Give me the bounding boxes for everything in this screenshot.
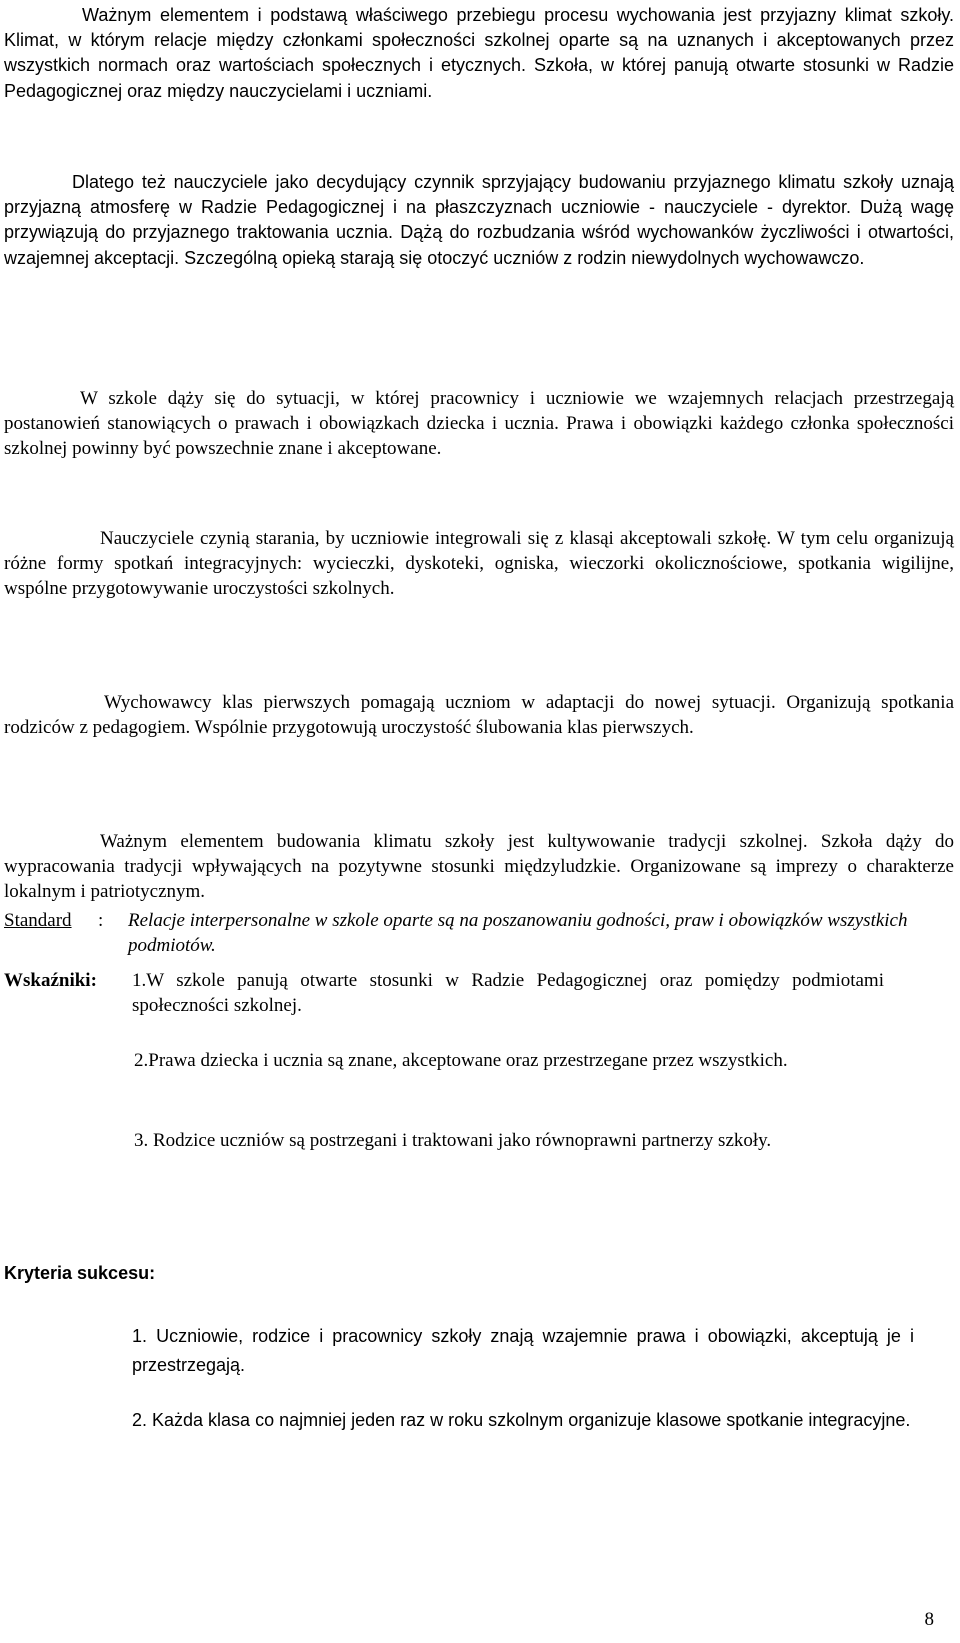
page-number: 8 [924,1609,934,1630]
paragraph-teachers-atmosphere: Dlatego też nauczyciele jako decydujący czynnik sprzyjający budowaniu przyjaznego klimatu szkoły uznają przyjazną atmosferę w Radzie Pedagogicznej i na płaszczyznach uczniowie - nauczyciele - dyrektor. Dużą wagę przywiązują do przyjaznego traktowania ucznia. Dążą do rozbudzania wśród wychowanków życzliwości i otwartości, wzajemnej akceptacji. Szczególną opieką starają się otoczyć uczniów z rodzin niewydolnych wychowawczo. [4,172,954,268]
paragraph-first-classes: Wychowawcy klas pierwszych pomagają uczniom w adaptacji do nowej sytuacji. Organizują spotkania rodziców z pedagogiem. Wspólnie przygotowują uroczystość ślubowania klas pierwszych. [4,692,954,739]
standard-section [4,908,954,968]
criteria-item-1: 1. Uczniowie, rodzice i pracownicy szkoły znają wzajemnie prawa i obowiązki, akceptują je i przestrzegają. [132,1326,914,1375]
standard-text: Relacje interpersonalne w szkole oparte są na poszanowaniu godności, praw i obowiązków wszystkich podmiotów. [128,910,908,957]
criteria-item-2: 2. Każda klasa co najmniej jeden raz w roku szkolnym organizuje klasowe spotkanie integracyjne. [132,1410,911,1430]
indicators-label: Wskaźniki: [4,970,97,991]
standard-label: Standard [4,910,72,931]
paragraph-tradition: Ważnym elementem budowania klimatu szkoły jest kultywowanie tradycji szkolnej. Szkoła dąży do wypracowania tradycji wpływających na pozytywne stosunki międzyludzkie. Organizowane są imprezy o charakterze lokalnym i patriotycznym. [4,831,954,903]
standard-colon: : [98,910,104,931]
indicator-item-1: 1.W szkole panują otwarte stosunki w Radzie Pedagogicznej oraz pomiędzy podmiotami społeczności szkolnej. [132,970,884,1017]
paragraph-integration: Nauczyciele czynią starania, by uczniowie integrowali się z klasąi akceptowali szkołę. W tym celu organizują różne formy spotkań integracyjnych: wycieczki, dyskoteki, ogniska, wieczorki okolicznościowe, spotkania wigilijne, wspólne przygotowywanie uroczystości szkolnych. [4,528,954,600]
indicator-item-2: 2.Prawa dziecka i ucznia są znane, akceptowane oraz przestrzegane przez wszystkich. [134,1050,788,1071]
indicator-item-3: 3. Rodzice uczniów są postrzegani i traktowani jako równoprawni partnerzy szkoły. [134,1130,772,1151]
paragraph-school-climate: Ważnym elementem i podstawą właściwego przebiegu procesu wychowania jest przyjazny klimat szkoły. Klimat, w którym relacje między członkami społeczności szkolnej oparte są na uznanych i akceptowanych przez wszystkich normach oraz wartościach społecznych i etycznych. Szkoła, w której panują otwarte stosunki w Radzie Pedagogicznej oraz między nauczycielami i uczniami. [4,5,954,101]
criteria-heading: Kryteria sukcesu: [4,1263,156,1283]
paragraph-rights-duties: W szkole dąży się do sytuacji, w której pracownicy i uczniowie we wzajemnych relacjach przestrzegają postanowień stanowiących o prawach i obowiązkach dziecka i ucznia. Prawa i obowiązki każdego członka społeczności szkolnej powinny być powszechnie znane i akceptowane. [4,388,954,460]
